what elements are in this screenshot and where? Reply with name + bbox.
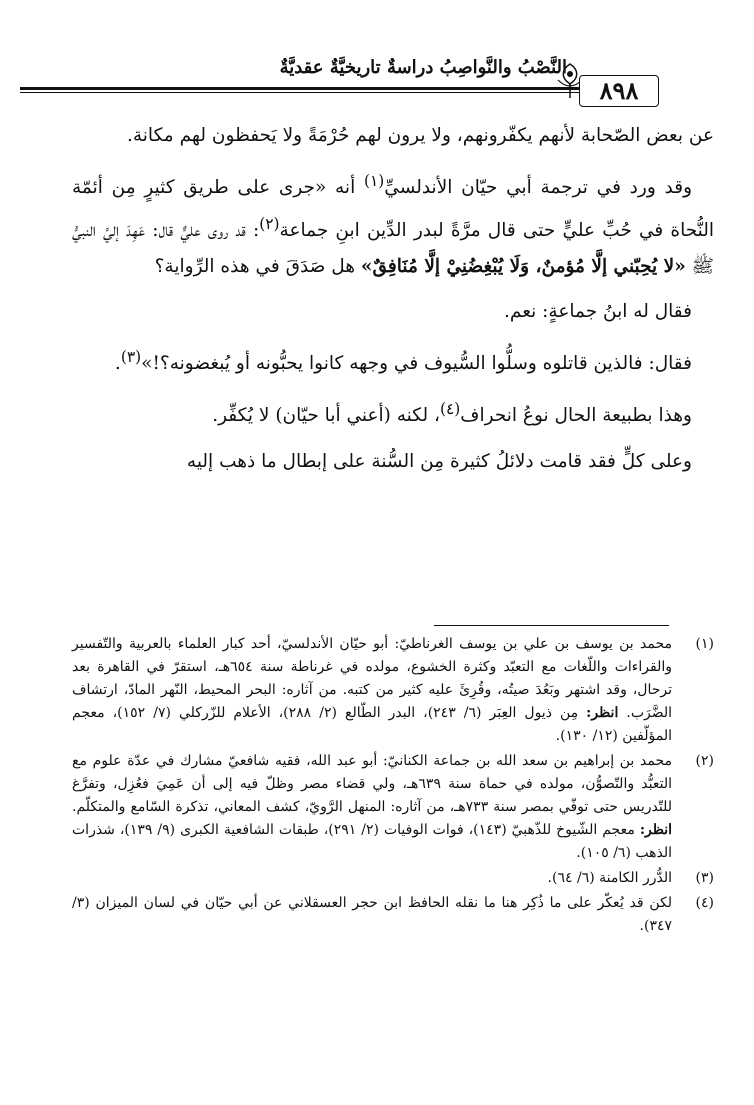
footnote-text <box>72 750 672 865</box>
footnote-ref-4[interactable]: (٤) <box>439 400 461 419</box>
footnote-refs: معجم الشّيوخ للذّهبيّ (١٤٣)، فوات الوفيات (٢/ ٢٩١)، طبقات الشافعية الكبرى (٩/ ١٣٩)، شذرات الذهب (٦/ ١٠٥). <box>72 822 672 861</box>
footnote-4 <box>72 892 714 938</box>
footnote-2 <box>72 750 714 865</box>
paragraph-6: وعلى كلٍّ فقد قامت دلائلُ كثيرة مِن السُّنة على إبطال ما ذهب إليه <box>186 450 692 472</box>
footnote-text <box>72 633 672 748</box>
paragraph-5-text-b: ، لكنه (أعني أبا حيّان) لا يُكفِّر. <box>212 405 440 427</box>
paragraph-2-text-c: : قد روى عليٌّ قال: عَهِدَ إليَّ النبيُّ ﷺ <box>72 220 714 278</box>
footnote-number: (٣) <box>695 870 714 886</box>
page-header <box>20 55 659 103</box>
paragraph-4-text: فقال: فالذين قاتلوه وسلُّوا السُّيوف في وجهه كانوا يحبُّونه أو يُبغضونه؟!» <box>141 353 692 375</box>
footnote-number: (٤) <box>695 895 714 911</box>
footnote-ref-label: انظر: <box>639 822 672 838</box>
main-text <box>72 118 714 489</box>
footnote-number: (١) <box>695 636 714 652</box>
footnote-text: الدُّرر الكامنة (٦/ ٦٤). <box>547 870 672 886</box>
hadith-quote: «لا يُحِبّني إلَّا مُؤمنٌ، وَلَا يُبْغِضُنِيْ إلَّا مُنَافِقٌ» <box>360 256 686 278</box>
footnote-1 <box>72 633 714 748</box>
running-title: النَّصْبُ والنَّواصِبُ دراسةٌ تاريخيَّةٌ عقديَّةٌ <box>279 57 567 78</box>
footnote-ref-2[interactable]: (٢) <box>259 215 280 234</box>
footnotes <box>72 633 714 940</box>
footnote-ref-label: انظر: <box>586 705 619 721</box>
paragraph-4-end: . <box>114 353 121 375</box>
paragraph-2-text-d: هل صَدَقَ في هذه الرِّواية؟ <box>154 256 361 278</box>
paragraph-2 <box>72 163 714 285</box>
footnote-body: محمد بن يوسف بن علي بن يوسف الغرناطيّ: أبو حيّان الأندلسيّ، أحد كبار العلماء بالعربية والتّفسير والقراءات واللّغات مع التعبّد وكثرة الخشوع، مولده في غرناطة سنة ٦٥٤هـ، استقرّ في القاهرة بعد ترحال، وقد اشتهر وبَعُدَ صيتُه، وقُرِئَ عليه كثير من كتبه. من آثاره: البحر المحيط، النّهر المادّ، ارتشاف الضَّرَب. <box>72 636 673 721</box>
paragraph-1: عن بعض الصّحابة لأنهم يكفّرونهم، ولا يرون لهم حُرْمَةً ولا يَحفظون لهم مكانة. <box>126 125 714 146</box>
footnote-refs: مِن ذيول العِبَر (٦/ ٢٤٣)، البدر الطّالع (٢/ ٢٨٨)، الأعلام للزّركلي (٧/ ١٥٢)، معجم المؤلّفين (١٢/ ١٣٠). <box>72 705 672 744</box>
footnote-separator <box>434 625 669 626</box>
paragraph-2-text-a: وقد ورد في ترجمة أبي حيّان الأندلسيِّ <box>384 177 693 199</box>
footnote-body: محمد بن إبراهيم بن سعد الله بن جماعة الكنانيّ: أبو عبد الله، فقيه شافعيّ مشارك في عدّة علوم مع التعبُّد والتّصوُّن، مولده في حماة سنة ٦٣٩هـ، ولي قضاء مصر وظلّ فيه إلى أن عَمِيَ فعُزِل، وتفرَّغ للتّدريس حتى توفّي بمصر سنة ٧٣٣هـ، من آثاره: المنهل الرَّويّ، كشف المعاني، تذكرة السّامع والمتكلّم. <box>72 753 673 815</box>
footnote-number: (٢) <box>695 753 714 769</box>
page-number: ٨٩٨ <box>579 75 659 107</box>
paragraph-5-text-a: وهذا بطبيعة الحال نوعُ انحراف <box>460 405 692 427</box>
paragraph-4 <box>72 339 714 382</box>
paragraph-2-text-b: أنه «جرى على طريق كثيرٍ مِن أئمّة النُّحاة في حُبِّ عليٍّ حتى قال مرَّةً لبدر الدِّين ابنِ جماعة <box>72 177 715 242</box>
footnote-ref-1[interactable]: (١) <box>363 172 385 190</box>
paragraph-5 <box>72 391 714 434</box>
footnote-ref-3[interactable]: (٣) <box>120 348 142 367</box>
footnote-text: لكن قد يُعكّر على ما ذُكِر هنا ما نقله الحافظ ابن حجر العسقلاني عن أبي حيّان في لسان الميزان (٣/ ٣٤٧). <box>72 895 672 934</box>
paragraph-3: فقال له ابنُ جماعةٍ: نعم. <box>504 301 692 323</box>
footnote-3 <box>72 867 714 890</box>
